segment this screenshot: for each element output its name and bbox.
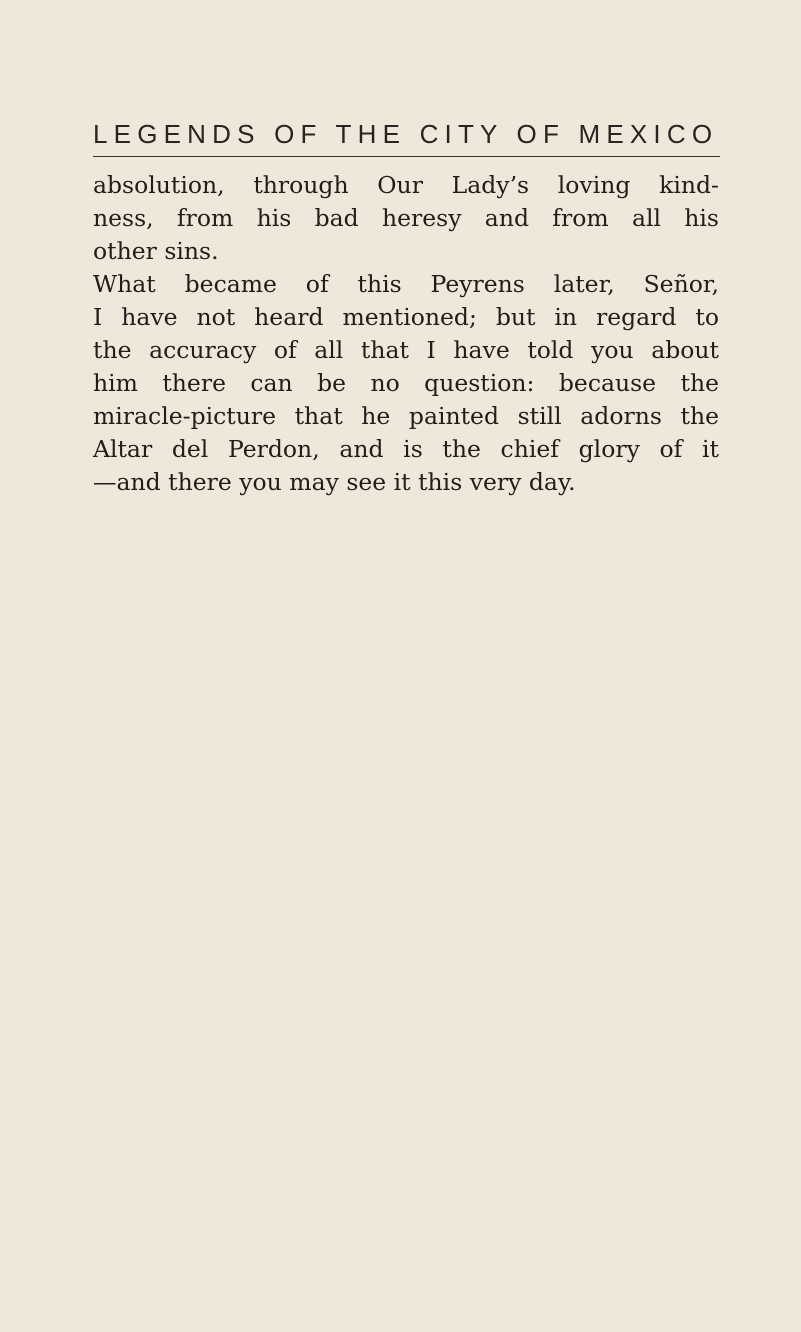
text-line: —and there you may see it this very day. bbox=[93, 468, 576, 496]
body-text bbox=[93, 169, 733, 499]
text-line: What became of this Peyrens later, Señor, bbox=[93, 270, 719, 298]
text-line: other sins. bbox=[93, 237, 219, 265]
text-line: Altar del Perdon, and is the chief glory of it bbox=[93, 435, 719, 463]
running-head: LEGENDS OF THE CITY OF MEXICO bbox=[93, 119, 719, 149]
paragraph bbox=[93, 169, 733, 268]
header-rule bbox=[93, 156, 720, 157]
text-line: the accuracy of all that I have told you about bbox=[93, 336, 719, 364]
text-line: I have not heard mentioned; but in regard to bbox=[93, 303, 719, 331]
text-line: miracle-picture that he painted still adorns the bbox=[93, 402, 719, 430]
text-line: absolution, through Our Lady’s loving kind- bbox=[93, 171, 719, 199]
text-line: him there can be no question: because the bbox=[93, 369, 719, 397]
text-line: ness, from his bad heresy and from all his bbox=[93, 204, 719, 232]
paragraph bbox=[93, 268, 733, 499]
